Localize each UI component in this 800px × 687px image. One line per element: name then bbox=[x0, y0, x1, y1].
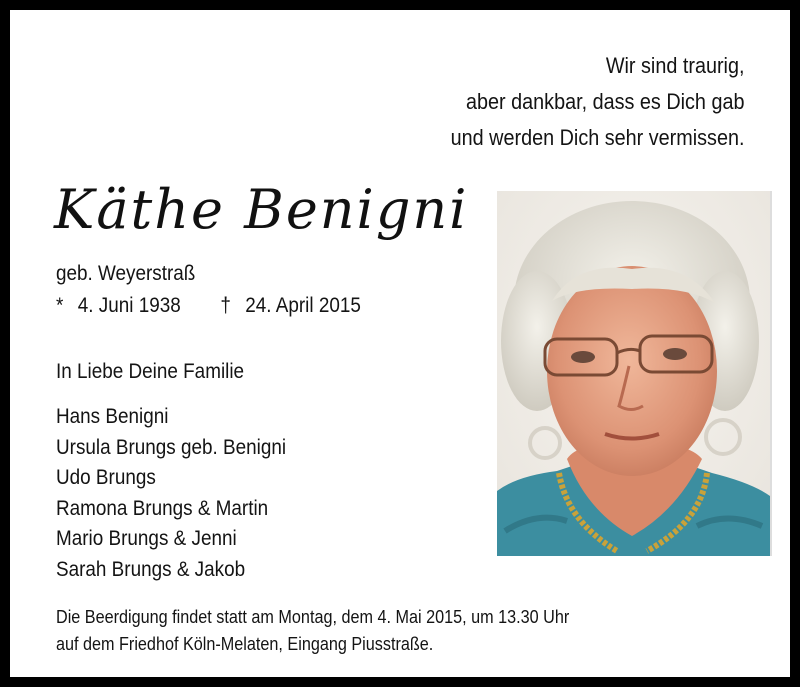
family-intro: In Liebe Deine Familie bbox=[56, 360, 245, 383]
family-member: Udo Brungs bbox=[56, 466, 156, 489]
family-member: Hans Benigni bbox=[56, 405, 169, 428]
funeral-line: Die Beerdigung findet statt am Montag, dem 4. Mai 2015, um 13.30 Uhr bbox=[56, 607, 570, 627]
deceased-name: Käthe Benigni bbox=[54, 178, 469, 241]
family-member: Sarah Brungs & Jakob bbox=[56, 557, 246, 581]
life-dates bbox=[56, 294, 361, 318]
family-list bbox=[56, 402, 286, 585]
quote-line: aber dankbar, dass es Dich gab bbox=[465, 89, 744, 114]
funeral-notice bbox=[56, 604, 569, 658]
maiden-name: geb. Weyerstraß bbox=[56, 262, 196, 285]
birth-date: 4. Juni 1938 bbox=[77, 294, 181, 317]
funeral-line: auf dem Friedhof Köln-Melaten, Eingang Piusstraße. bbox=[56, 634, 434, 654]
birth-symbol: * bbox=[56, 294, 64, 317]
death-symbol: † bbox=[220, 294, 231, 317]
quote-line: und werden Dich sehr vermissen. bbox=[450, 125, 744, 150]
memorial-quote bbox=[450, 48, 744, 156]
family-member: Ursula Brungs geb. Benigni bbox=[56, 435, 287, 459]
death-date: 24. April 2015 bbox=[245, 294, 361, 317]
portrait-photo bbox=[497, 191, 772, 556]
family-member: Mario Brungs & Jenni bbox=[56, 527, 237, 550]
family-member: Ramona Brungs & Martin bbox=[56, 496, 269, 520]
quote-line: Wir sind traurig, bbox=[605, 53, 744, 78]
